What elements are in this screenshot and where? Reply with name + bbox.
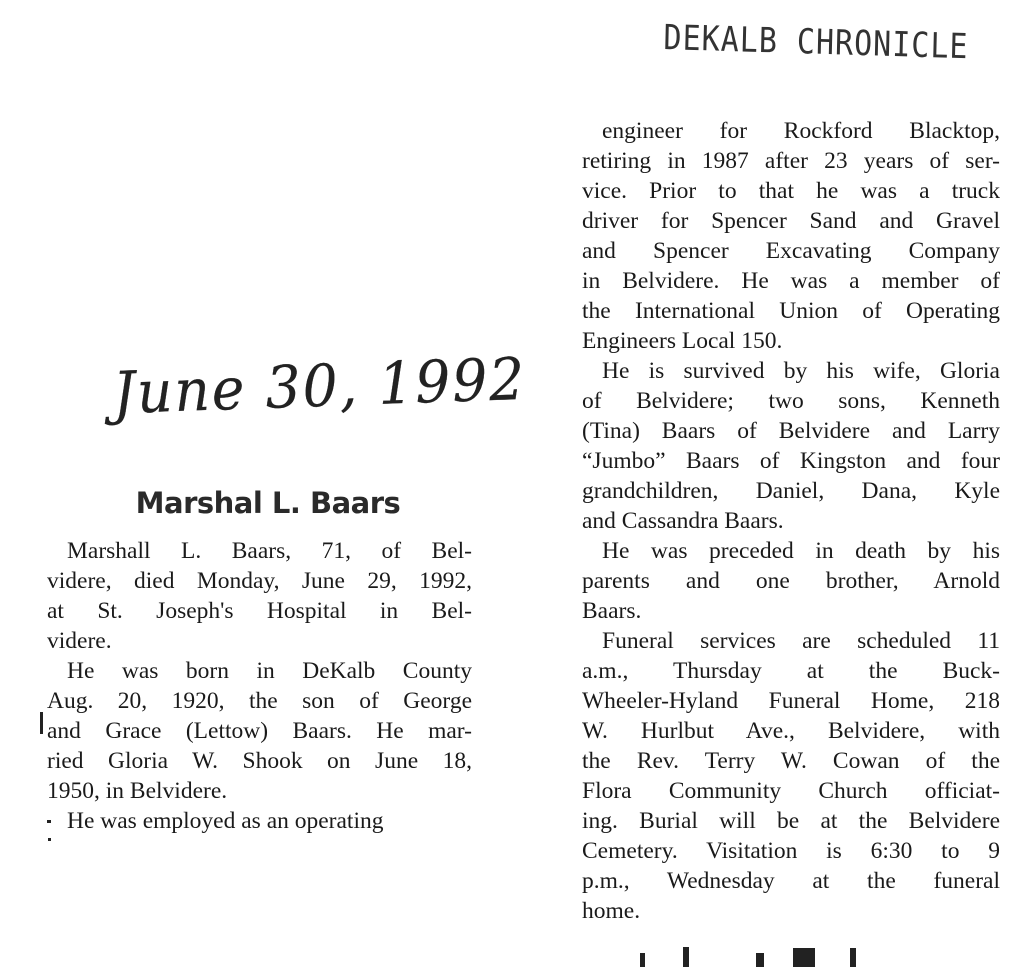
text-line: at St. Joseph's Hospital in Bel- — [47, 598, 472, 624]
text-line: W. Hurlbut Ave., Belvidere, with — [582, 718, 1000, 744]
text-line: of Belvidere; two sons, Kenneth — [582, 388, 1000, 414]
handwritten-date: June 30, 1992 — [111, 344, 528, 428]
text-line: and Cassandra Baars. — [582, 508, 784, 534]
text-line: He is survived by his wife, Gloria — [602, 358, 1000, 384]
right-column — [582, 116, 1000, 926]
clipped-next-heading — [850, 948, 856, 967]
text-line: videre, died Monday, June 29, 1992, — [47, 568, 472, 594]
text-line: Baars. — [582, 598, 642, 624]
text-line: the Rev. Terry W. Cowan of the — [582, 748, 1000, 774]
text-line: home. — [582, 898, 641, 924]
text-line: parents and one brother, Arnold — [582, 568, 1000, 594]
left-column — [47, 536, 472, 836]
text-line: ing. Burial will be at the Belvidere — [582, 808, 1000, 834]
clipped-next-heading — [683, 947, 689, 967]
newspaper-stamp: DEKALB CHRONICLE — [663, 18, 969, 68]
text-line: the International Union of Operating — [582, 298, 1000, 324]
text-line: Marshall L. Baars, 71, of Bel- — [67, 538, 472, 564]
text-line: He was born in DeKalb County — [67, 658, 472, 684]
text-line: Flora Community Church officiat- — [582, 778, 1000, 804]
scan-mark — [48, 838, 51, 841]
text-line: 1950, in Belvidere. — [47, 778, 228, 804]
text-line: driver for Spencer Sand and Gravel — [582, 208, 1000, 234]
text-line: Engineers Local 150. — [582, 328, 783, 354]
clipped-next-heading — [793, 948, 815, 967]
scan-mark — [47, 820, 51, 823]
text-line: Cemetery. Visitation is 6:30 to 9 — [582, 838, 1000, 864]
text-line: retiring in 1987 after 23 years of ser- — [582, 148, 1000, 174]
text-line: vice. Prior to that he was a truck — [582, 178, 1000, 204]
text-line: p.m., Wednesday at the funeral — [582, 868, 1000, 894]
text-line: grandchildren, Daniel, Dana, Kyle — [582, 478, 1000, 504]
clipped-next-heading — [756, 953, 764, 967]
text-line: ried Gloria W. Shook on June 18, — [47, 748, 472, 774]
text-line: in Belvidere. He was a member of — [582, 268, 1000, 294]
text-line: Wheeler-Hyland Funeral Home, 218 — [582, 688, 1000, 714]
scan-mark — [40, 712, 43, 734]
text-line: Funeral services are scheduled 11 — [602, 628, 1000, 654]
obituary-heading: Marshal L. Baars — [135, 486, 401, 520]
text-line: videre. — [47, 628, 112, 654]
text-line: and Grace (Lettow) Baars. He mar- — [47, 718, 472, 744]
clipped-next-heading — [640, 953, 645, 967]
text-line: and Spencer Excavating Company — [582, 238, 1000, 264]
text-line: He was employed as an operating — [67, 808, 384, 834]
text-line: (Tina) Baars of Belvidere and Larry — [582, 418, 1000, 444]
text-line: “Jumbo” Baars of Kingston and four — [582, 448, 1000, 474]
text-line: He was preceded in death by his — [602, 538, 1000, 564]
text-line: Aug. 20, 1920, the son of George — [47, 688, 472, 714]
text-line: engineer for Rockford Blacktop, — [602, 118, 1000, 144]
text-line: a.m., Thursday at the Buck- — [582, 658, 1000, 684]
